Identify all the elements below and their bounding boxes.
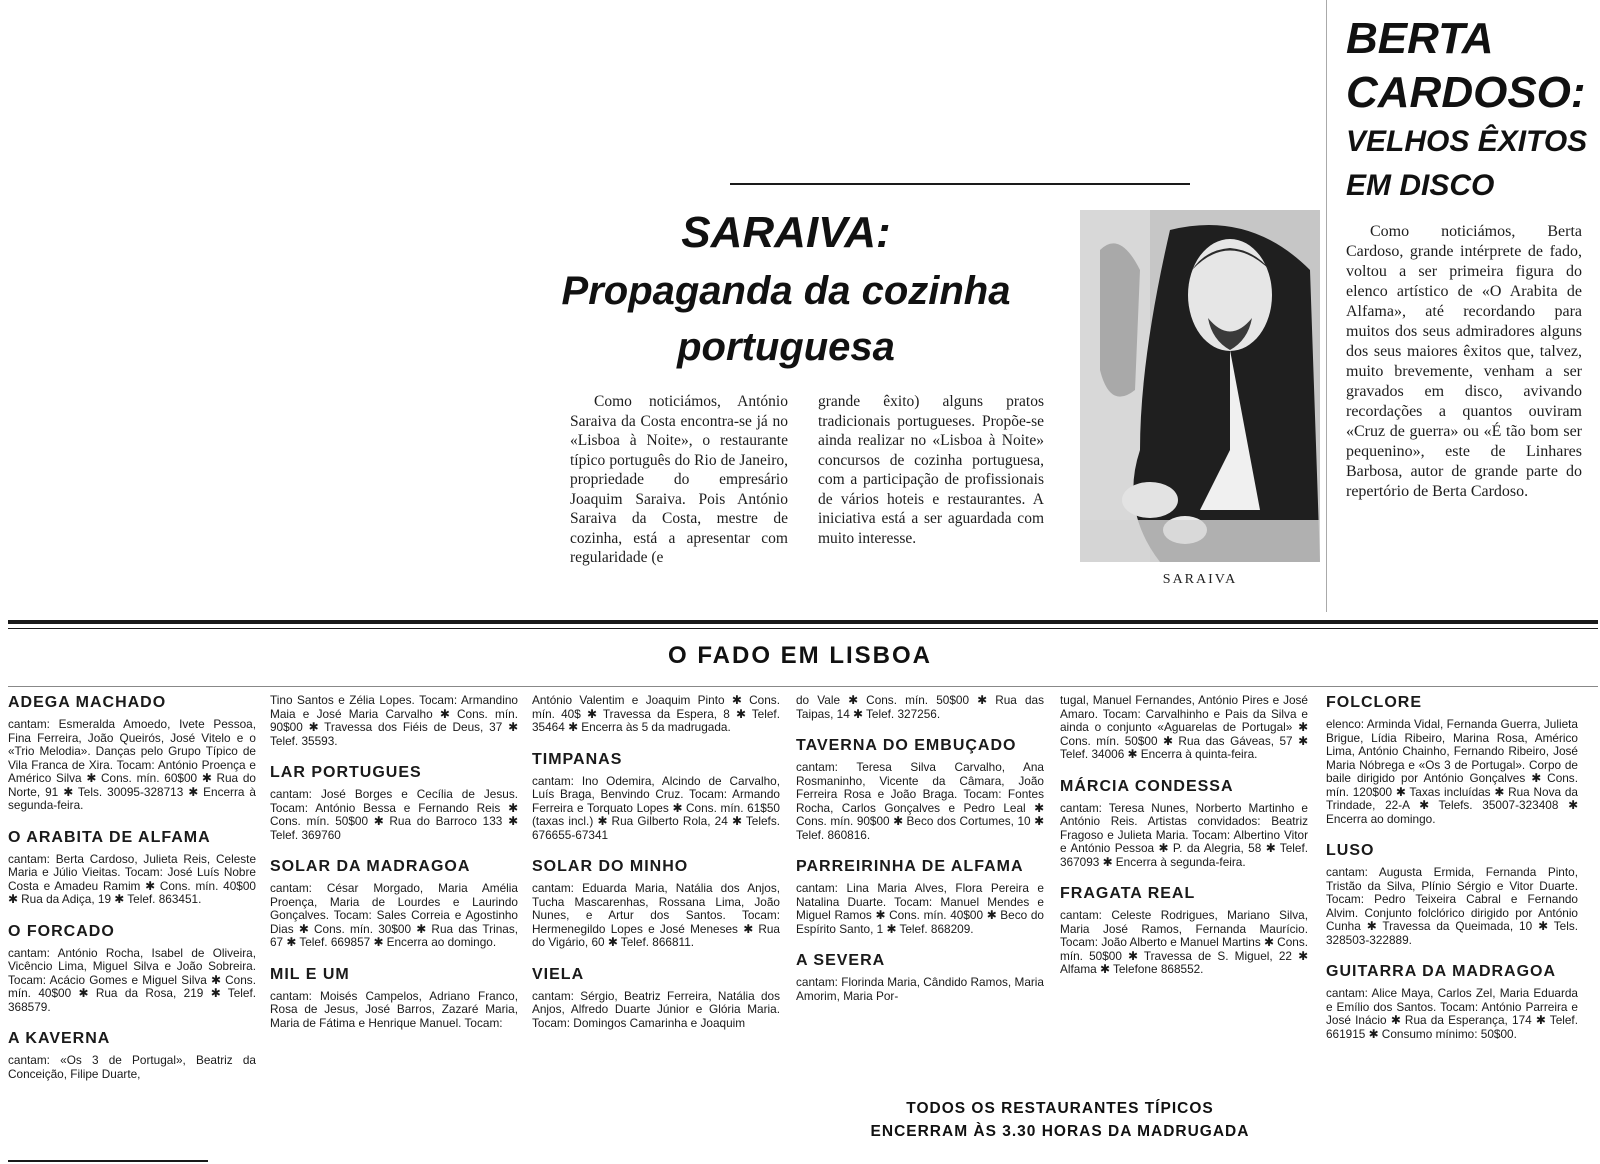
venue-name: GUITARRA DA MADRAGOA xyxy=(1326,963,1557,980)
venue-name: TAVERNA DO EMBUÇADO xyxy=(796,737,1017,754)
venue-name: LAR PORTUGUES xyxy=(270,764,422,781)
venue-details: cantam: Teresa Nunes, Norberto Martinho e António Reis. Artistas convidados: Beatriz Fragoso e Julieta Maria. Tocam: Albertino Vitor e António Pessoa ✱ P. da Alegria, 58 ✱ Telef. 367093 ✱ Encerra à segunda-feira. xyxy=(1060,800,1308,869)
berta-body: Como noticiámos, Berta Cardoso, grande intérprete de fado, voltou a ser primeira figura do elenco artístico de «O Arabita de Alfama», até recordando para muitos dos seus admiradores alguns dos seus maiores êxitos que, talvez, muito brevemente, venham a ser gravados em disco, avivando recordações a quantos ouviram «Cruz de guerra» ou «É tão bom ser pequenino», este de Linhares Barbosa, autor de grande parte do repertório de Berta Cardoso. xyxy=(1346,223,1582,500)
venue-name: MIL E UM xyxy=(270,965,350,983)
venue-entry xyxy=(8,694,256,813)
venue-details: elenco: Arminda Vidal, Fernanda Guerra, Julieta Brigue, Lídia Ribeiro, Marina Rosa, Américo Lima, António Chainho, Fernando Ribeiro, José Maria Nóbrega e «Os 3 de Portugal». Corpo de baile dirigido por António Gonçalves ✱ Cons. mín. 120$00 ✱ Taxas incluídas ✱ Rua Nova da Trindade, 22-A ✱ Telefs. 35007-323408 ✱ Encerra ao domingo. xyxy=(1326,717,1578,826)
fado-column-1 xyxy=(8,694,256,1097)
venue-details: cantam: Sérgio, Beatriz Ferreira, Natália dos Anjos, Alfredo Duarte Júnior e Glória Maria. Tocam: Domingos Camarinha e Joaquim xyxy=(532,988,780,1030)
section-rule-thin xyxy=(8,628,1598,629)
venue-entry xyxy=(8,923,256,1015)
berta-headline xyxy=(1346,12,1596,208)
venue-entry xyxy=(532,858,780,950)
venue-name: SOLAR DA MADRAGOA xyxy=(270,858,471,875)
saraiva-headline xyxy=(556,203,1016,375)
berta-headline-line1: BERTA xyxy=(1346,14,1494,63)
venue-details: cantam: Moisés Campelos, Adriano Franco, Rosa de Jesus, José Barros, Zazaré Maria, Maria de Fátima e Henrique Manuel. Tocam: xyxy=(270,988,518,1030)
venue-details: cantam: Berta Cardoso, Julieta Reis, Celeste Maria e Júlio Vieitas. Tocam: José Luís Nobre Costa e Amadeu Ramim ✱ Cons. mín. 40$00 ✱ Rua da Adiça, 19 ✱ Telef. 863451. xyxy=(8,851,256,906)
saraiva-photo xyxy=(1080,210,1320,562)
venue-details: cantam: Eduarda Maria, Natália dos Anjos, Tucha Mascarenhas, Rossana Lima, João Nunes, e Artur dos Santos. Tocam: Hermenegildo Lopes e José Meneses ✱ Rua do Vigário, 60 ✱ Telef. 866811. xyxy=(532,881,780,949)
venue-name: SOLAR DO MINHO xyxy=(532,858,689,875)
venue-details: tugal, Manuel Fernandes, António Pires e José Amaro. Tocam: Carvalhinho e Pais da Silva e ainda o conjunto «Aguarelas de Portugal» ✱ Cons. mín. 50$00 ✱ Rua das Gáveas, 57 ✱ Telef. 34006 ✱ Encerra à quinta-feira. xyxy=(1060,693,1308,761)
venue-entry xyxy=(270,966,518,1031)
venue-name: MÁRCIA CONDESSA xyxy=(1060,777,1234,795)
closing-hours-line2: ENCERRAM ÀS 3.30 HORAS DA MADRUGADA xyxy=(870,1123,1250,1140)
venue-entry xyxy=(796,858,1044,936)
saraiva-top-rule xyxy=(730,183,1190,185)
bottom-rule xyxy=(8,1160,208,1162)
venue-entry xyxy=(1060,694,1308,762)
venue-name: ADEGA MACHADO xyxy=(8,694,167,711)
closing-hours-notice xyxy=(820,1097,1300,1143)
venue-details: cantam: Esmeralda Amoedo, Ivete Pessoa, Fina Ferreira, João Queirós, José Vitelo e o «Trio Melodia». Danças pelo Grupo Típico de Vila Franca de Xira. Tocam: António Proença e Américo Silva ✱ Cons. mín. 60$00 ✱ Rua do Norte, 91 ✱ Tels. 30095-328713 ✱ Encerra à segunda-feira. xyxy=(8,717,256,812)
saraiva-headline-line2: Propaganda da cozinha xyxy=(561,269,1011,313)
saraiva-headline-line1: SARAIVA: xyxy=(681,208,891,257)
venue-name: TIMPANAS xyxy=(532,750,623,768)
venue-name: O ARABITA DE ALFAMA xyxy=(8,828,211,846)
venue-entry xyxy=(796,952,1044,1003)
venue-name: FOLCLORE xyxy=(1326,694,1422,711)
venue-entry xyxy=(796,694,1044,721)
saraiva-column-1: Como noticiámos, António Saraiva da Costa encontra-se já no «Lisboa à Noite», o restaurante típico português do Rio de Janeiro, propriedade do empresário Joaquim Saraiva. Pois António Saraiva da Costa, mestre de cozinha, está a apresentar com regularidade (e xyxy=(570,393,788,566)
saraiva-column-2: grande êxito) alguns pratos tradicionais portugueses. Propõe-se ainda realizar no «Lisboa à Noite» concursos de cozinha portuguesa, com a participação de profissionais de vários hoteis e restaurantes. A iniciativa está a ser aguardada com muito interesse. xyxy=(818,393,1044,547)
venue-name: FRAGATA REAL xyxy=(1060,885,1196,902)
fado-column-3 xyxy=(532,694,780,1046)
venue-details: cantam: «Os 3 de Portugal», Beatriz da Conceição, Filipe Duarte, xyxy=(8,1053,256,1081)
venue-name: LUSO xyxy=(1326,842,1375,859)
berta-headline-line2: CARDOSO: xyxy=(1346,68,1586,117)
venue-details: cantam: José Borges e Cecília de Jesus. Tocam: António Bessa e Fernando Reis ✱ Cons. mín. 50$00 ✱ Rua do Barroco 133 ✱ Telef. 369760 xyxy=(270,787,518,842)
venue-details: cantam: Florinda Maria, Cândido Ramos, Maria Amorim, Maria Por- xyxy=(796,975,1044,1003)
section-rule-thick xyxy=(8,620,1598,624)
venue-details: cantam: Lina Maria Alves, Flora Pereira e Natalina Duarte. Tocam: Manuel Mendes e Miguel Ramos ✱ Cons. mín. 40$00 ✱ Beco do Espírito Santo, 1 ✱ Telef. 868209. xyxy=(796,881,1044,936)
venue-entry xyxy=(532,694,780,735)
venue-entry xyxy=(1060,885,1308,977)
berta-subtitle-line1: VELHOS ÊXITOS xyxy=(1346,125,1588,158)
venue-entry xyxy=(1326,842,1578,947)
venue-entry xyxy=(1326,694,1578,826)
venue-entry xyxy=(8,1030,256,1081)
fado-column-6 xyxy=(1326,694,1578,1057)
berta-column-divider xyxy=(1326,0,1327,612)
venue-name: PARREIRINHA DE ALFAMA xyxy=(796,858,1024,875)
saraiva-portrait-illustration xyxy=(1080,210,1320,562)
venue-details: Tino Santos e Zélia Lopes. Tocam: Armandino Maia e José Maria Carvalho ✱ Cons. mín. 90$00 ✱ Travessa dos Fiéis de Deus, 37 ✱ Telef. 35593. xyxy=(270,693,518,748)
fado-column-2 xyxy=(270,694,518,1046)
venue-name: VIELA xyxy=(532,965,585,983)
closing-hours-line1: TODOS OS RESTAURANTES TÍPICOS xyxy=(906,1100,1214,1117)
venue-details: cantam: Ino Odemira, Alcindo de Carvalho, Luís Braga, Benvindo Cruz. Tocam: Armando Ferreira e Torquato Lopes ✱ Cons. mín. 61$50 (taxas incl.) ✱ Rua Gilberto Rola, 24 ✱ Telefs. 676655-67341 xyxy=(532,773,780,842)
venue-entry xyxy=(532,966,780,1031)
venue-entry xyxy=(1060,778,1308,870)
venue-entry xyxy=(796,737,1044,842)
venue-details: cantam: César Morgado, Maria Amélia Proença, Maria de Lourdes e Laurindo Gonçalves. Tocam: Sales Correia e Agostinho Dias ✱ Cons. mín. 30$00 ✱ Rua das Trinas, 67 ✱ Telef. 669857 ✱ Encerra ao domingo. xyxy=(270,881,518,949)
venue-entry xyxy=(8,829,256,907)
fado-title-rule xyxy=(8,686,1598,687)
venue-details: cantam: Alice Maya, Carlos Zel, Maria Eduarda e Emílio dos Santos. Tocam: António Parreira e José Inácio ✱ Rua da Esperança, 174 ✱ Telef. 661915 ✱ Consumo mínimo: 50$00. xyxy=(1326,986,1578,1041)
venue-entry xyxy=(270,764,518,842)
venue-details: cantam: Teresa Silva Carvalho, Ana Rosmaninho, Vicente da Câmara, João Ferreira Rosa e João Braga. Tocam: Fontes Rocha, Carlos Gonçalves e Pedro Leal ✱ Cons. mín. 90$00 ✱ Beco dos Cortumes, 10 ✱ Telef. 860816. xyxy=(796,760,1044,842)
venue-details: cantam: Celeste Rodrigues, Mariano Silva, Maria José Ramos, Fernanda Maurício. Tocam: João Alberto e Manuel Martins ✱ Cons. mín. 50$00 ✱ Travessa de S. Miguel, 22 ✱ Alfama ✱ Telefone 868552. xyxy=(1060,908,1308,976)
fado-column-5 xyxy=(1060,694,1308,993)
venue-details: cantam: Augusta Ermida, Fernanda Pinto, Tristão da Silva, Plínio Sérgio e Vitor Duarte. Tocam: Pedro Teixeira Cabral e Fernando Alvim. Conjunto folclórico dirigido por António Cunha ✱ Travessa da Queimada, 10 ✱ Tels. 328503-322889. xyxy=(1326,865,1578,947)
fado-section-title: O FADO EM LISBOA xyxy=(667,642,932,669)
venue-entry xyxy=(270,694,518,748)
venue-name: A KAVERNA xyxy=(8,1030,111,1047)
venue-entry xyxy=(532,751,780,843)
saraiva-headline-line3: portuguesa xyxy=(677,325,895,369)
berta-subtitle-line2: EM DISCO xyxy=(1346,169,1495,202)
venue-entry xyxy=(1326,963,1578,1041)
venue-details: António Valentim e Joaquim Pinto ✱ Cons. mín. 40$ ✱ Travessa da Espera, 8 ✱ Telef. 35464 ✱ Encerra às 5 da madrugada. xyxy=(532,693,780,734)
venue-name: O FORCADO xyxy=(8,922,115,940)
venue-details: do Vale ✱ Cons. mín. 50$00 ✱ Rua das Taipas, 14 ✱ Telef. 327256. xyxy=(796,693,1044,721)
venue-name: A SEVERA xyxy=(796,952,886,969)
fado-column-4 xyxy=(796,694,1044,1019)
venue-details: cantam: António Rocha, Isabel de Oliveira, Vicêncio Lima, Miguel Silva e João Sobreira. Tocam: Acácio Gomes e Miguel Silva ✱ Cons. mín. 40$00 ✱ Rua da Rosa, 219 ✱ Telef. 368579. xyxy=(8,945,256,1014)
saraiva-photo-caption: SARAIVA xyxy=(1162,572,1238,587)
venue-entry xyxy=(270,858,518,950)
